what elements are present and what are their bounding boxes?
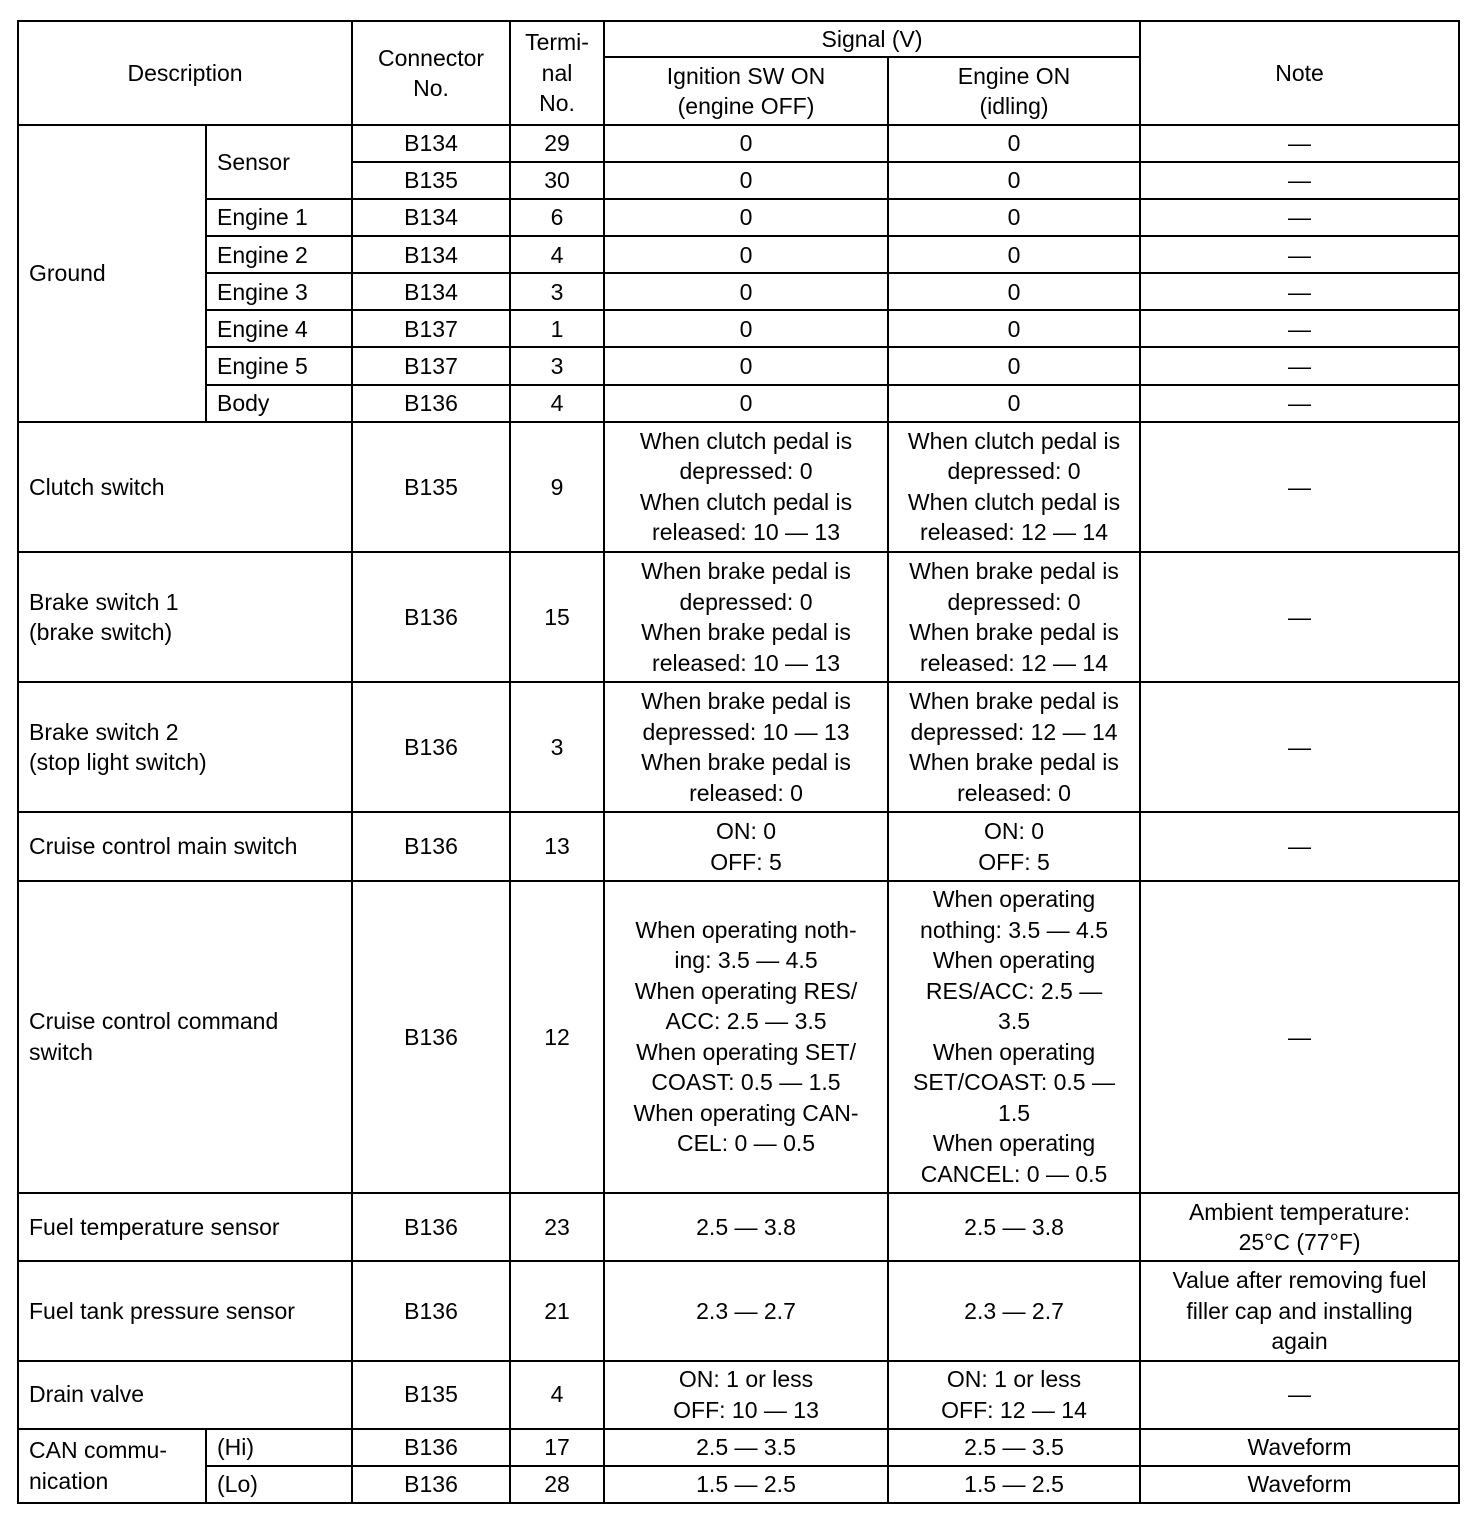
terminal-cell: 13 <box>510 812 604 880</box>
note-cell: Waveform <box>1140 1429 1459 1466</box>
terminal-cell: 4 <box>510 385 604 422</box>
table-row <box>18 552 1459 682</box>
engine-cell: When brake pedal is depressed: 0 When brake pedal is released: 12 — 14 <box>888 552 1140 682</box>
connector-cell: B137 <box>352 310 510 347</box>
table-row <box>18 812 1459 880</box>
terminal-cell: 30 <box>510 162 604 199</box>
description-cell: Cruise control command switch <box>18 881 352 1194</box>
connector-cell: B136 <box>352 1261 510 1360</box>
sub-label: Engine 4 <box>206 310 352 347</box>
connector-cell: B137 <box>352 347 510 384</box>
connector-cell: B134 <box>352 273 510 310</box>
engine-cell: 1.5 — 2.5 <box>888 1466 1140 1503</box>
ignition-cell: 0 <box>604 125 888 162</box>
description-cell: Fuel temperature sensor <box>18 1193 352 1261</box>
table-row <box>18 881 1459 1194</box>
note-cell: — <box>1140 347 1459 384</box>
note-cell: — <box>1140 199 1459 236</box>
terminal-cell: 12 <box>510 881 604 1194</box>
engine-cell: 0 <box>888 199 1140 236</box>
engine-cell: When clutch pedal is depressed: 0 When clutch pedal is released: 12 — 14 <box>888 422 1140 552</box>
engine-cell: ON: 0 OFF: 5 <box>888 812 1140 880</box>
can-label: CAN commu- nication <box>18 1429 206 1503</box>
engine-cell: 0 <box>888 310 1140 347</box>
sub-label: Body <box>206 385 352 422</box>
header-terminal: Termi- nal No. <box>510 21 604 125</box>
note-cell: — <box>1140 881 1459 1194</box>
table-row <box>18 385 1459 422</box>
sub-label: Engine 2 <box>206 236 352 273</box>
engine-cell: 0 <box>888 162 1140 199</box>
engine-cell: 0 <box>888 347 1140 384</box>
sub-label: Engine 1 <box>206 199 352 236</box>
terminal-cell: 28 <box>510 1466 604 1503</box>
header-engine: Engine ON (idling) <box>888 57 1140 125</box>
connector-cell: B136 <box>352 682 510 812</box>
description-cell: Drain valve <box>18 1361 352 1429</box>
ignition-cell: 0 <box>604 199 888 236</box>
engine-cell: 2.5 — 3.5 <box>888 1429 1140 1466</box>
terminal-cell: 6 <box>510 199 604 236</box>
table-row <box>18 1193 1459 1261</box>
connector-cell: B134 <box>352 236 510 273</box>
engine-cell: ON: 1 or less OFF: 12 — 14 <box>888 1361 1140 1429</box>
signal-table <box>17 20 1460 1504</box>
description-cell: Brake switch 1 (brake switch) <box>18 552 352 682</box>
note-cell: — <box>1140 552 1459 682</box>
engine-cell: 0 <box>888 273 1140 310</box>
ignition-cell: When brake pedal is depressed: 10 — 13 When brake pedal is released: 0 <box>604 682 888 812</box>
note-cell: — <box>1140 236 1459 273</box>
description-cell: Fuel tank pressure sensor <box>18 1261 352 1360</box>
ignition-cell: 2.3 — 2.7 <box>604 1261 888 1360</box>
sub-label: (Lo) <box>206 1466 352 1503</box>
note-cell: — <box>1140 1361 1459 1429</box>
ignition-cell: 2.5 — 3.5 <box>604 1429 888 1466</box>
connector-cell: B136 <box>352 1193 510 1261</box>
note-cell: — <box>1140 162 1459 199</box>
table-row <box>18 310 1459 347</box>
sub-label: Sensor <box>206 125 352 199</box>
ignition-cell: ON: 0 OFF: 5 <box>604 812 888 880</box>
engine-cell: 0 <box>888 236 1140 273</box>
ignition-cell: 0 <box>604 236 888 273</box>
terminal-cell: 4 <box>510 236 604 273</box>
note-cell: Value after removing fuel filler cap and installing again <box>1140 1261 1459 1360</box>
engine-cell: 0 <box>888 385 1140 422</box>
terminal-cell: 3 <box>510 682 604 812</box>
terminal-cell: 23 <box>510 1193 604 1261</box>
sub-label: (Hi) <box>206 1429 352 1466</box>
table-row <box>18 347 1459 384</box>
connector-cell: B136 <box>352 552 510 682</box>
engine-cell: 2.5 — 3.8 <box>888 1193 1140 1261</box>
table-row <box>18 1466 1459 1503</box>
description-cell: Brake switch 2 (stop light switch) <box>18 682 352 812</box>
description-cell: Clutch switch <box>18 422 352 552</box>
note-cell: Ambient temperature: 25°C (77°F) <box>1140 1193 1459 1261</box>
table-row <box>18 1429 1459 1466</box>
table-row <box>18 422 1459 552</box>
note-cell: — <box>1140 310 1459 347</box>
engine-cell: 0 <box>888 125 1140 162</box>
ignition-cell: 1.5 — 2.5 <box>604 1466 888 1503</box>
ignition-cell: ON: 1 or less OFF: 10 — 13 <box>604 1361 888 1429</box>
table-row <box>18 273 1459 310</box>
connector-cell: B134 <box>352 199 510 236</box>
note-cell: — <box>1140 682 1459 812</box>
table-row <box>18 199 1459 236</box>
terminal-cell: 3 <box>510 347 604 384</box>
ignition-cell: When operating noth- ing: 3.5 — 4.5 When operating RES/ ACC: 2.5 — 3.5 When operating SET/ COAST: 0.5 — 1.5 When operating CAN- CEL: 0 — 0.5 <box>604 881 888 1194</box>
connector-cell: B136 <box>352 1429 510 1466</box>
ground-label: Ground <box>18 125 206 422</box>
table-row <box>18 1261 1459 1360</box>
engine-cell: When brake pedal is depressed: 12 — 14 When brake pedal is released: 0 <box>888 682 1140 812</box>
engine-cell: 2.3 — 2.7 <box>888 1261 1140 1360</box>
note-cell: — <box>1140 125 1459 162</box>
connector-cell: B136 <box>352 385 510 422</box>
connector-cell: B135 <box>352 1361 510 1429</box>
terminal-cell: 15 <box>510 552 604 682</box>
connector-cell: B136 <box>352 812 510 880</box>
ignition-cell: 0 <box>604 162 888 199</box>
connector-cell: B134 <box>352 125 510 162</box>
header-ignition: Ignition SW ON (engine OFF) <box>604 57 888 125</box>
connector-cell: B136 <box>352 881 510 1194</box>
header-note: Note <box>1140 21 1459 125</box>
ignition-cell: 2.5 — 3.8 <box>604 1193 888 1261</box>
ignition-cell: 0 <box>604 347 888 384</box>
ignition-cell: 0 <box>604 310 888 347</box>
note-cell: — <box>1140 812 1459 880</box>
ignition-cell: 0 <box>604 385 888 422</box>
terminal-cell: 3 <box>510 273 604 310</box>
connector-cell: B135 <box>352 162 510 199</box>
ignition-cell: When brake pedal is depressed: 0 When brake pedal is released: 10 — 13 <box>604 552 888 682</box>
terminal-cell: 1 <box>510 310 604 347</box>
terminal-cell: 29 <box>510 125 604 162</box>
engine-cell: When operating nothing: 3.5 — 4.5 When operating RES/ACC: 2.5 — 3.5 When operating SET/COAST: 0.5 — 1.5 When operating CANCEL: 0 — 0.5 <box>888 881 1140 1194</box>
note-cell: Waveform <box>1140 1466 1459 1503</box>
table-row <box>18 236 1459 273</box>
note-cell: — <box>1140 385 1459 422</box>
sub-label: Engine 3 <box>206 273 352 310</box>
table-row <box>18 1361 1459 1429</box>
terminal-cell: 9 <box>510 422 604 552</box>
terminal-cell: 21 <box>510 1261 604 1360</box>
terminal-cell: 4 <box>510 1361 604 1429</box>
description-cell: Cruise control main switch <box>18 812 352 880</box>
table-row <box>18 125 1459 162</box>
header-description: Description <box>18 21 352 125</box>
ignition-cell: 0 <box>604 273 888 310</box>
header-signal: Signal (V) <box>604 21 1140 57</box>
connector-cell: B136 <box>352 1466 510 1503</box>
table-row <box>18 682 1459 812</box>
connector-cell: B135 <box>352 422 510 552</box>
terminal-cell: 17 <box>510 1429 604 1466</box>
sub-label: Engine 5 <box>206 347 352 384</box>
note-cell: — <box>1140 422 1459 552</box>
ignition-cell: When clutch pedal is depressed: 0 When clutch pedal is released: 10 — 13 <box>604 422 888 552</box>
note-cell: — <box>1140 273 1459 310</box>
header-connector: Connector No. <box>352 21 510 125</box>
